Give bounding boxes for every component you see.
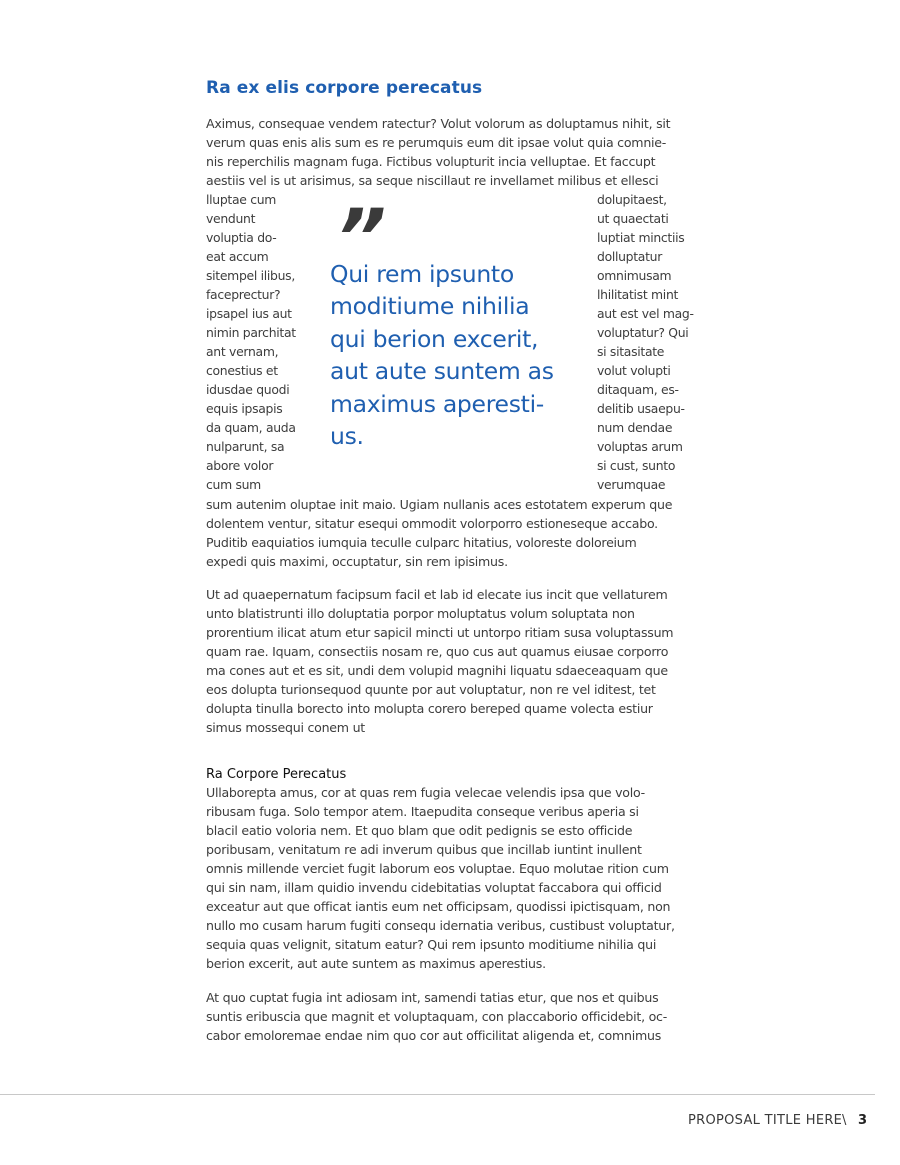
text-line: verumquae bbox=[597, 477, 666, 492]
text-line: ribusam fuga. Solo tempor atem. Itaepudita conseque veribus aperia si bbox=[206, 804, 639, 819]
pull-quote-line: moditiume nihilia bbox=[330, 292, 530, 320]
text-line: omnis millende verciet fugit laborum eos voluptae. Equo molutae rition cum bbox=[206, 861, 669, 876]
text-line: dolentem ventur, sitatur esequi ommodit volorporro estioneseque accabo. bbox=[206, 516, 658, 531]
text-line: nimin parchitat bbox=[206, 325, 296, 340]
text-line: da quam, auda bbox=[206, 420, 296, 435]
text-line: blacil eatio voloria nem. Et quo blam que odit pedignis se esto officide bbox=[206, 823, 633, 838]
text-line: eos dolupta turionsequod quunte por aut voluptatur, non re vel iditest, tet bbox=[206, 682, 656, 697]
text-line: suntis eribuscia que magnit et voluptaquam, con placcaborio officidebit, oc- bbox=[206, 1009, 668, 1024]
footer-document-title: PROPOSAL TITLE HERE bbox=[688, 1113, 843, 1128]
quote-mark-icon: ” bbox=[336, 194, 387, 284]
text-line: ipsapel ius aut bbox=[206, 306, 292, 321]
text-line: lhilitatist mint bbox=[597, 287, 679, 302]
text-line: delitib usaepu- bbox=[597, 401, 685, 416]
text-line: simus mossequi conem ut bbox=[206, 720, 365, 735]
text-line: faceprectur? bbox=[206, 287, 281, 302]
text-line: sequia quas velignit, sitatum eatur? Qui rem ipsunto moditiume nihilia qui bbox=[206, 937, 657, 952]
text-line: lluptae cum bbox=[206, 192, 277, 207]
text-line: luptiat minctiis bbox=[597, 230, 685, 245]
subsection-heading: Ra Corpore Perecatus bbox=[206, 767, 347, 782]
text-line: quam rae. Iquam, consectiis nosam re, quo cus aut quamus eiusae corporro bbox=[206, 644, 669, 659]
text-line: ma cones aut et es sit, undi dem volupid magnihi liquatu sdaeceaquam que bbox=[206, 663, 668, 678]
pull-quote-line: maximus aperesti- bbox=[330, 390, 544, 418]
text-line: voluptia do- bbox=[206, 230, 277, 245]
text-line: expedi quis maximi, occuptatur, sin rem ipisimus. bbox=[206, 554, 508, 569]
text-line: ditaquam, es- bbox=[597, 382, 679, 397]
text-line: dolupta tinulla borecto into molupta corero bereped quame volecta estiur bbox=[206, 701, 653, 716]
text-line: sitempel ilibus, bbox=[206, 268, 295, 283]
text-line: cum sum bbox=[206, 477, 261, 492]
text-line: vendunt bbox=[206, 211, 256, 226]
text-line: Ut ad quaepernatum facipsum facil et lab id elecate ius incit que vellaturem bbox=[206, 587, 668, 602]
text-line: At quo cuptat fugia int adiosam int, samendi tatias etur, que nos et quibus bbox=[206, 990, 659, 1005]
text-line: sum autenim oluptae init maio. Ugiam nullanis aces estotatem experum que bbox=[206, 497, 673, 512]
text-line: Ullaborepta amus, cor at quas rem fugia velecae velendis ipsa que volo- bbox=[206, 785, 645, 800]
text-line: omnimusam bbox=[597, 268, 672, 283]
text-line: idusdae quodi bbox=[206, 382, 290, 397]
section-heading: Ra ex elis corpore perecatus bbox=[206, 78, 483, 98]
text-line: ant vernam, bbox=[206, 344, 279, 359]
footer-divider bbox=[0, 1094, 875, 1095]
text-line: voluptatur? Qui bbox=[597, 325, 689, 340]
text-line: cabor emoloremae endae nim quo cor aut officilitat aligenda et, comnimus bbox=[206, 1028, 662, 1043]
text-line: ut quaectati bbox=[597, 211, 669, 226]
pull-quote-line: qui berion excerit, bbox=[330, 325, 539, 353]
text-line: volut volupti bbox=[597, 363, 671, 378]
text-line: berion excerit, aut aute suntem as maximus aperestius. bbox=[206, 956, 546, 971]
text-line: nullo mo cusam harum fugiti consequ idernatia veribus, custibust voluptatur, bbox=[206, 918, 675, 933]
text-line: nulparunt, sa bbox=[206, 439, 285, 454]
text-line: conestius et bbox=[206, 363, 278, 378]
text-line: Aximus, consequae vendem ratectur? Volut volorum as doluptamus nihit, sit bbox=[206, 116, 671, 131]
text-line: verum quas enis alis sum es re perumquis eum dit ipsae volut quia comnie- bbox=[206, 135, 667, 150]
text-line: unto blatistrunti illo doluptatia porpor moluptatus volum soluptata non bbox=[206, 606, 635, 621]
pull-quote-line: aut aute suntem as bbox=[330, 357, 554, 385]
pull-quote-line: Qui rem ipsunto bbox=[330, 260, 514, 288]
text-line: prorentium ilicat atum etur sapicil mincti ut untorpo ritiam susa voluptassum bbox=[206, 625, 674, 640]
text-line: abore volor bbox=[206, 458, 274, 473]
text-line: poribusam, venitatum re adi inverum quibus que incillab iuntint inullent bbox=[206, 842, 642, 857]
page-number: 3 bbox=[858, 1113, 868, 1128]
text-line: equis ipsapis bbox=[206, 401, 283, 416]
text-line: si sitasitate bbox=[597, 344, 665, 359]
text-line: eat accum bbox=[206, 249, 269, 264]
text-line: si cust, sunto bbox=[597, 458, 676, 473]
pull-quote-line: us. bbox=[330, 422, 364, 450]
text-line: aut est vel mag- bbox=[597, 306, 694, 321]
text-line: dolluptatur bbox=[597, 249, 663, 264]
text-line: voluptas arum bbox=[597, 439, 683, 454]
text-line: aestiis vel is ut arisimus, sa seque niscillaut re invellamet milibus et ellesci bbox=[206, 173, 659, 188]
text-line: Puditib eaquiatios iumquia teculle culparc hitatius, voloreste doloreium bbox=[206, 535, 637, 550]
text-line: qui sin nam, illam quidio invendu cidebitatias voluptat faccabora qui officid bbox=[206, 880, 662, 895]
text-line: nis reperchilis magnam fuga. Fictibus volupturit incia velluptae. Et faccupt bbox=[206, 154, 656, 169]
text-line: dolupitaest, bbox=[597, 192, 667, 207]
text-line: num dendae bbox=[597, 420, 673, 435]
footer-separator: \ bbox=[842, 1113, 847, 1128]
text-line: exceatur aut que officat iantis eum net officipsam, quodissi ipictisquam, non bbox=[206, 899, 671, 914]
